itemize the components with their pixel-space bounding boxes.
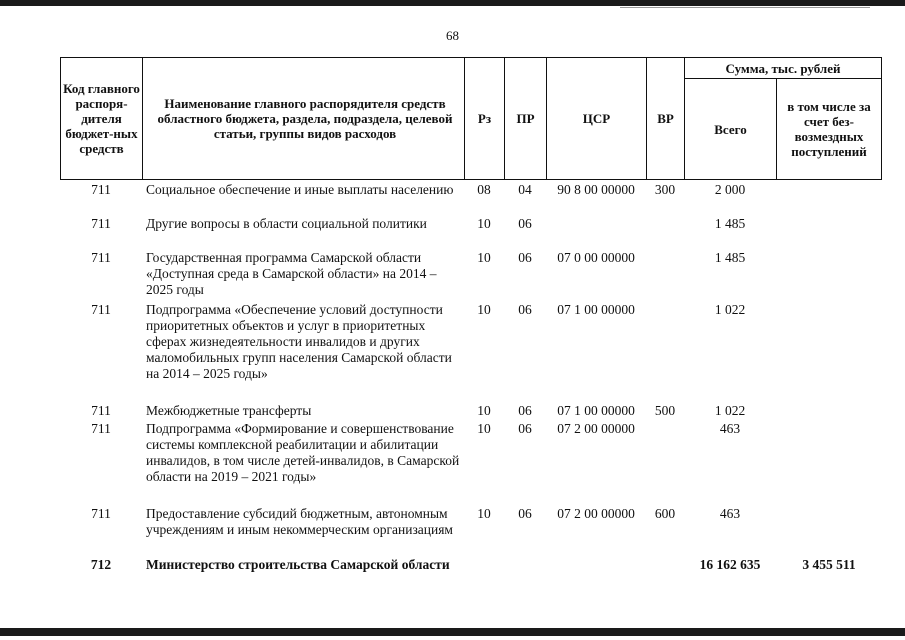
- header-csr: ЦСР: [582, 111, 611, 126]
- row-name: Подпрограмма «Формирование и совершенствование системы комплексной реабилитации и абилитации инвалидов, в том числе детей-инвалидов, в Самарской области на 2019 – 2021 годы»: [146, 421, 460, 484]
- header-code: Код главного распоря-дителя бюджет-ных средств: [63, 81, 140, 156]
- row-rz: 10: [477, 403, 491, 418]
- row-vr: 300: [654, 182, 676, 197]
- row-pr: 06: [518, 302, 532, 317]
- row-vr: 600: [654, 506, 676, 521]
- row-total: 16 162 635: [699, 557, 761, 572]
- header-vr: ВР: [657, 111, 674, 126]
- row-total: 463: [719, 421, 741, 436]
- row-name: Другие вопросы в области социальной политики: [146, 216, 427, 231]
- row-total: 463: [719, 506, 741, 521]
- row-csr: 07 2 00 00000: [557, 506, 635, 521]
- row-pr: 06: [518, 216, 532, 231]
- row-csr: 07 2 00 00000: [557, 421, 635, 436]
- row-name: Предоставление субсидий бюджетным, автономным учреждениям и иным некоммерческим организациям: [146, 506, 453, 537]
- row-name: Межбюджетные трансферты: [146, 403, 312, 418]
- row-csr: 07 1 00 00000: [557, 403, 635, 418]
- row-total: 1 485: [714, 216, 746, 231]
- scan-artifact-line: [620, 7, 870, 8]
- row-code: 711: [91, 182, 111, 197]
- header-rz: Рз: [477, 111, 492, 126]
- row-name: Подпрограмма «Обеспечение условий доступности приоритетных объектов и услуг в приоритетных сферах жизнедеятельности инвалидов и других маломобильных групп населения Самарской области на 2014 – 2025 годы»: [146, 302, 452, 381]
- scan-edge-bottom: [0, 628, 905, 636]
- row-csr: 90 8 00 00000: [557, 182, 635, 197]
- row-rz: 10: [477, 421, 491, 436]
- row-code: 711: [91, 250, 111, 265]
- row-code: 712: [90, 557, 112, 572]
- header-pr: ПР: [516, 111, 535, 126]
- row-rz: 10: [477, 506, 491, 521]
- row-rz: 10: [477, 216, 491, 231]
- row-rz: 10: [477, 302, 491, 317]
- row-total: 2 000: [714, 182, 746, 197]
- row-code: 711: [91, 421, 111, 436]
- page-number: 68: [446, 28, 459, 43]
- row-gratis: 3 455 511: [802, 557, 856, 572]
- row-name: Министерство строительства Самарской области: [146, 557, 450, 572]
- header-name: Наименование главного распорядителя средств областного бюджета, раздела, подраздела, целевой статьи, группы видов расходов: [157, 96, 453, 141]
- row-vr: 500: [654, 403, 676, 418]
- header-sum: Сумма, тыс. рублей: [725, 60, 841, 76]
- row-pr: 06: [518, 403, 532, 418]
- row-total: 1 022: [714, 403, 746, 418]
- row-pr: 04: [518, 182, 532, 197]
- row-pr: 06: [518, 250, 532, 265]
- header-total: Всего: [714, 121, 747, 137]
- row-code: 711: [91, 302, 111, 317]
- row-total: 1 485: [714, 250, 746, 265]
- row-pr: 06: [518, 506, 532, 521]
- header-gratis: в том числе за счет без-возмездных поступлений: [787, 99, 871, 159]
- row-code: 711: [91, 216, 111, 231]
- scan-edge-top: [0, 0, 905, 6]
- table-header: [60, 57, 882, 180]
- row-code: 711: [91, 506, 111, 521]
- row-pr: 06: [518, 421, 532, 436]
- row-rz: 08: [477, 182, 491, 197]
- row-csr: 07 0 00 00000: [557, 250, 635, 265]
- row-total: 1 022: [714, 302, 746, 317]
- row-code: 711: [91, 403, 111, 418]
- row-csr: 07 1 00 00000: [557, 302, 635, 317]
- row-rz: 10: [477, 250, 491, 265]
- row-name: Социальное обеспечение и иные выплаты населению: [146, 182, 454, 197]
- row-name: Государственная программа Самарской области «Доступная среда в Самарской области» на 2014 – 2025 годы: [146, 250, 437, 297]
